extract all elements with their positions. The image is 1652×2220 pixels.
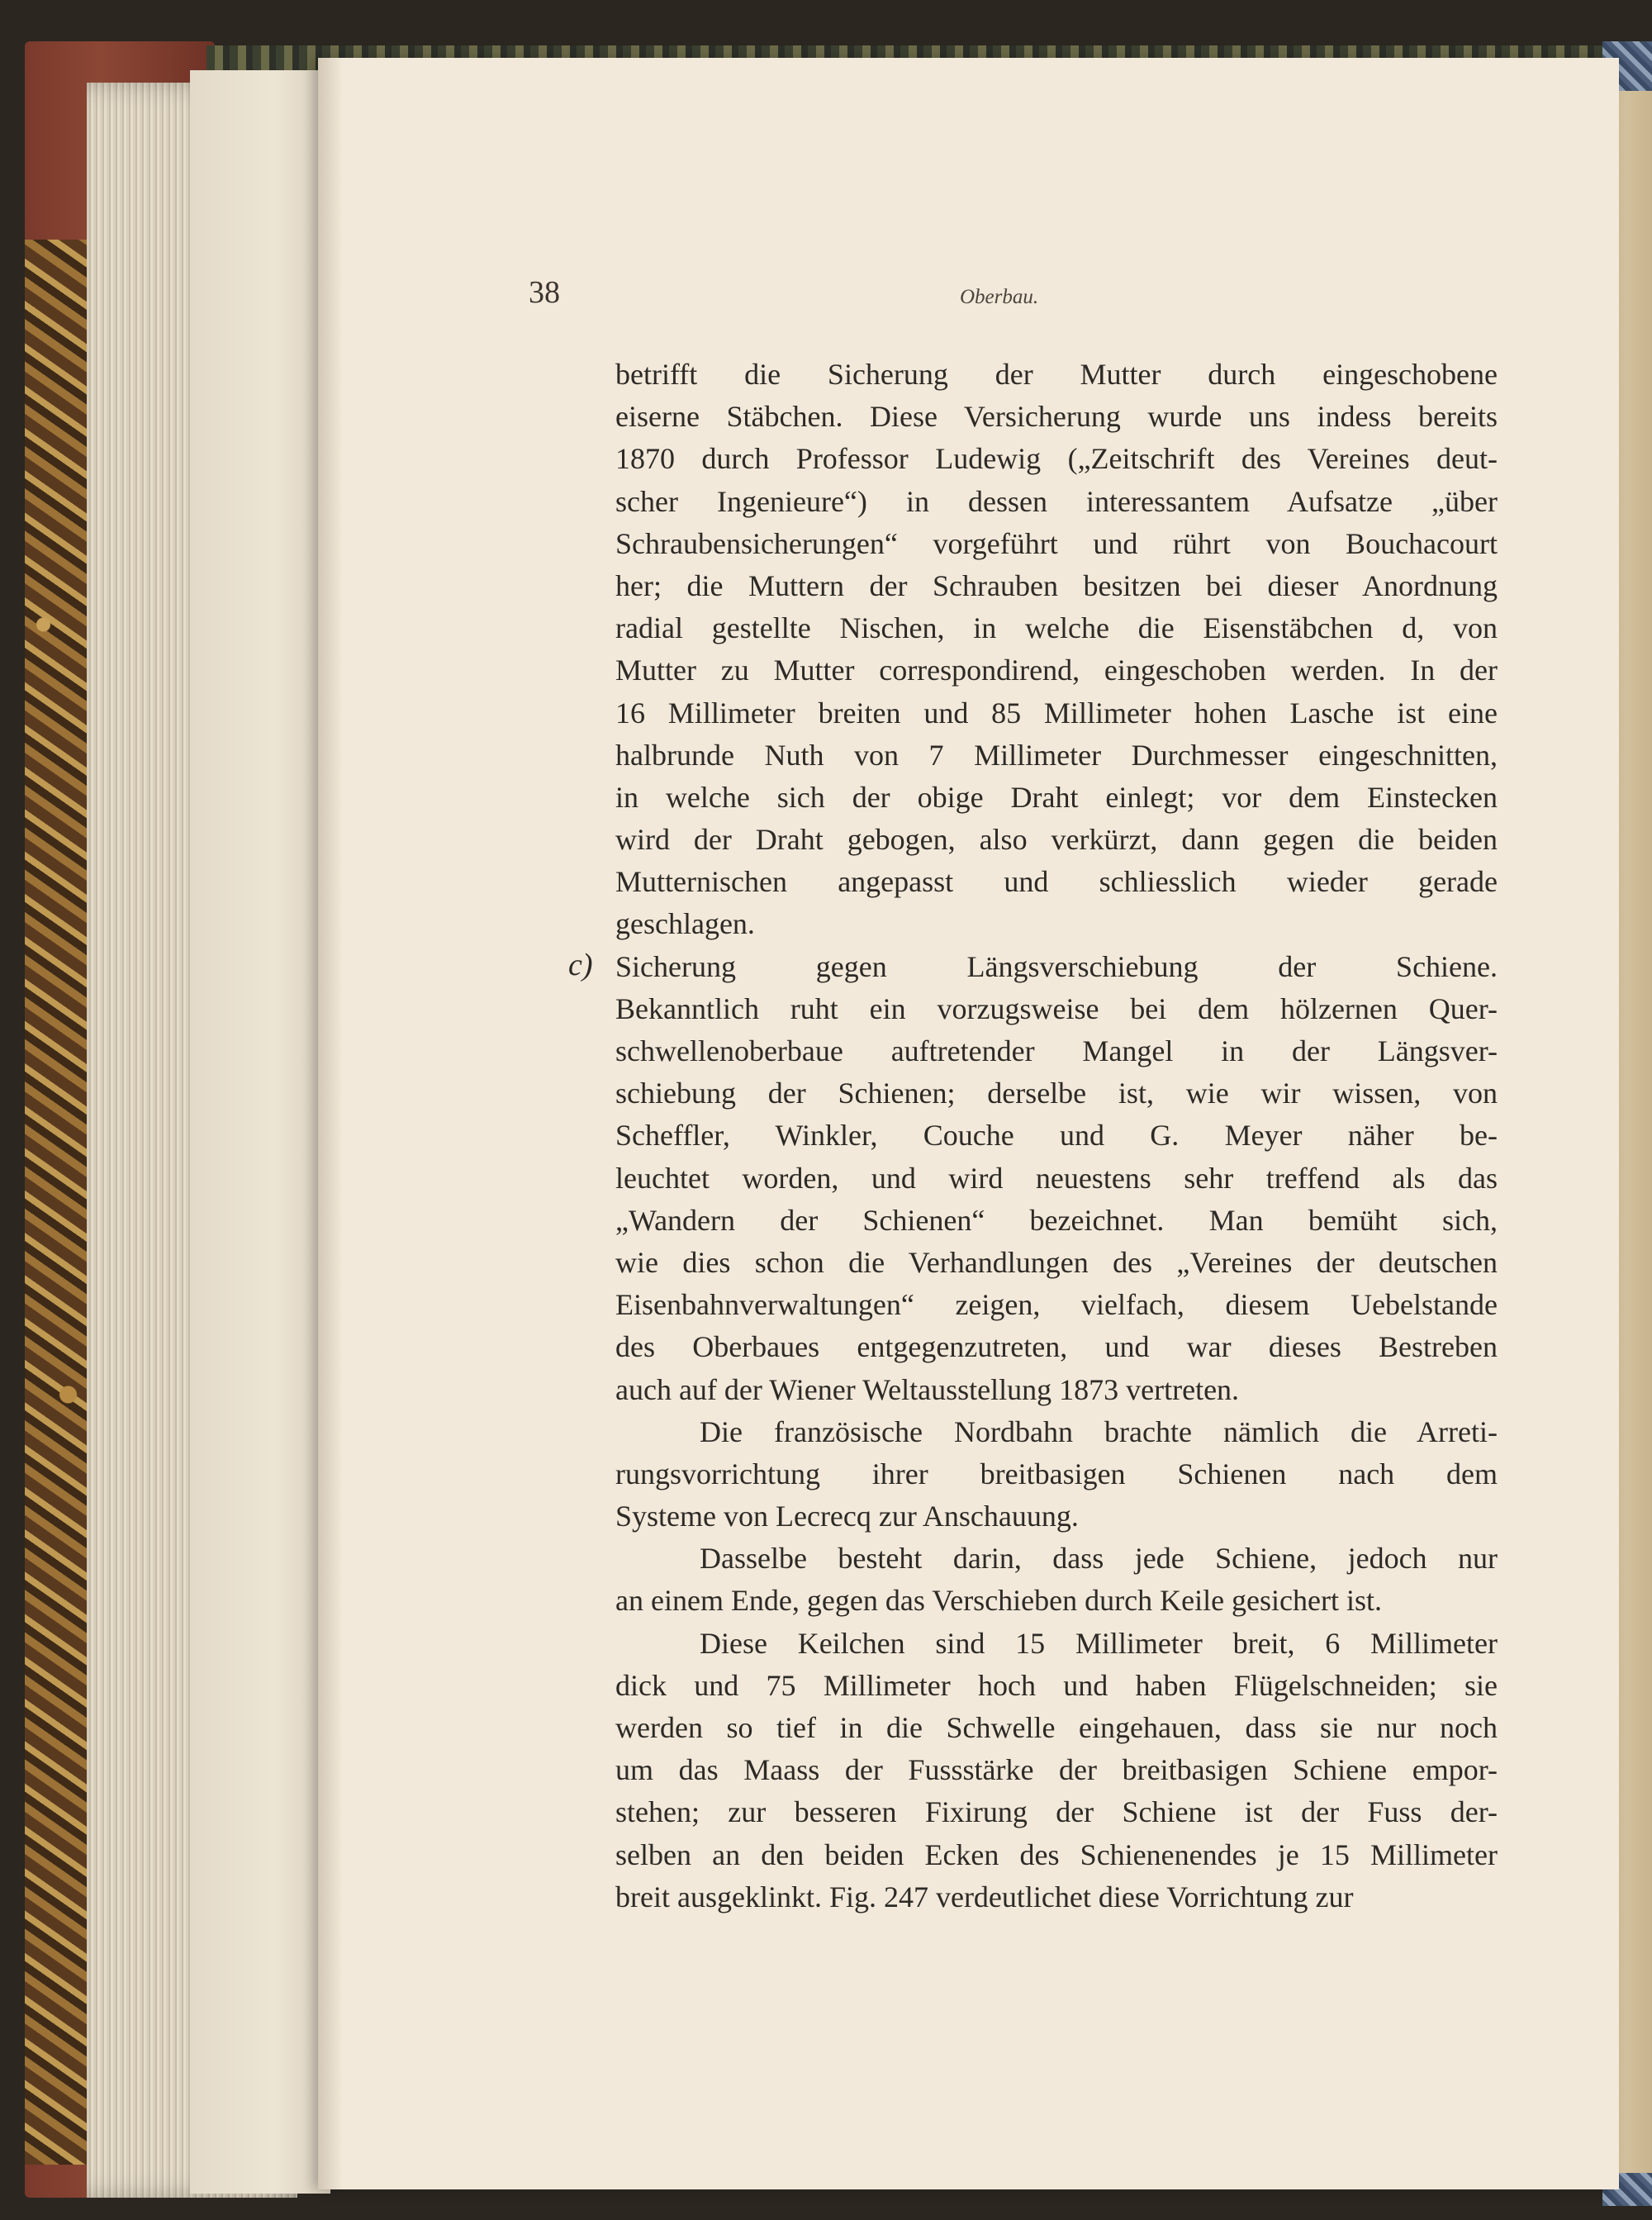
section-marker: c) xyxy=(568,948,593,982)
running-head: Oberbau. xyxy=(960,286,1039,308)
text-line: Sicherung gegen Längsverschiebung der Schiene. xyxy=(615,949,1498,983)
text-line: scher Ingenieure“) in dessen interessantem Aufsatze „über xyxy=(615,484,1498,518)
text-line: wird der Draht gebogen, also verkürzt, dann gegen die beiden xyxy=(615,823,1498,857)
text-line: werden so tief in die Schwelle eingehauen, dass sie nur noch xyxy=(615,1711,1498,1744)
text-line: Diese Keilchen sind 15 Millimeter breit, 6 Millimeter xyxy=(700,1626,1498,1660)
text-line: in welche sich der obige Draht einlegt; vor dem Einstecken xyxy=(615,780,1498,814)
text-line: 16 Millimeter breiten und 85 Millimeter hohen Lasche ist eine xyxy=(615,696,1498,730)
text-line: um das Maass der Fussstärke der breitbasigen Schiene empor- xyxy=(615,1753,1498,1787)
text-line: des Oberbaues entgegenzutreten, und war dieses Bestreben xyxy=(615,1330,1498,1364)
text-line: schwellenoberbaue auftretender Mangel in der Längsver- xyxy=(615,1034,1498,1067)
text-line: radial gestellte Nischen, in welche die Eisenstäbchen d, von xyxy=(615,611,1498,645)
text-line: an einem Ende, gegen das Verschieben durch Keile gesichert ist. xyxy=(615,1584,1383,1618)
text-line: geschlagen. xyxy=(615,907,755,941)
text-line: schiebung der Schienen; derselbe ist, wie wir wissen, von xyxy=(615,1077,1498,1110)
text-line: halbrunde Nuth von 7 Millimeter Durchmesser eingeschnitten, xyxy=(615,738,1498,772)
body-text xyxy=(615,354,1498,1918)
text-line: Mutter zu Mutter correspondirend, eingeschoben werden. In der xyxy=(615,654,1498,687)
text-line: betrifft die Sicherung der Mutter durch eingeschobene xyxy=(615,358,1498,391)
text-line: „Wandern der Schienen“ bezeichnet. Man bemüht sich, xyxy=(615,1203,1498,1237)
text-line: Die französische Nordbahn brachte nämlich die Arreti- xyxy=(700,1414,1498,1448)
text-line: Schraubensicherungen“ vorgeführt und rührt von Bouchacourt xyxy=(615,526,1498,560)
text-line: Bekanntlich ruht ein vorzugsweise bei dem hölzernen Quer- xyxy=(615,991,1498,1025)
text-line: Scheffler, Winkler, Couche und G. Meyer näher be- xyxy=(615,1119,1498,1153)
text-line: wie dies schon die Verhandlungen des „Vereines der deutschen xyxy=(615,1245,1498,1279)
text-line: Dasselbe besteht darin, dass jede Schiene, jedoch nur xyxy=(700,1542,1498,1576)
text-line: 1870 durch Professor Ludewig („Zeitschrift des Vereines deut- xyxy=(615,442,1498,476)
text-line: Eisenbahnverwaltungen“ zeigen, vielfach, diesem Uebelstande xyxy=(615,1288,1498,1322)
text-line: selben an den beiden Ecken des Schienenendes je 15 Millimeter xyxy=(615,1837,1498,1871)
text-line: leuchtet worden, und wird neuestens sehr treffend als das xyxy=(615,1161,1498,1195)
page-number: 38 xyxy=(529,275,560,310)
gutter xyxy=(190,70,330,2194)
marbled-endpaper xyxy=(25,240,87,2165)
text-line: her; die Muttern der Schrauben besitzen bei dieser Anordnung xyxy=(615,568,1498,602)
text-line: eiserne Stäbchen. Diese Versicherung wurde uns indess bereits xyxy=(615,400,1498,434)
text-line: dick und 75 Millimeter hoch und haben Flügelschneiden; sie xyxy=(615,1668,1498,1702)
page-shadow xyxy=(318,58,343,2189)
text-line: rungsvorrichtung ihrer breitbasigen Schienen nach dem xyxy=(615,1457,1498,1490)
text-line: stehen; zur besseren Fixirung der Schiene ist der Fuss der- xyxy=(615,1795,1498,1829)
text-line: auch auf der Wiener Weltausstellung 1873 vertreten. xyxy=(615,1372,1240,1406)
text-line: breit ausgeklinkt. Fig. 247 verdeutlichet diese Vorrichtung zur xyxy=(615,1880,1354,1913)
text-line: Mutternischen angepasst und schliesslich wieder gerade xyxy=(615,865,1498,899)
text-line: Systeme von Lecrecq zur Anschauung. xyxy=(615,1500,1079,1533)
